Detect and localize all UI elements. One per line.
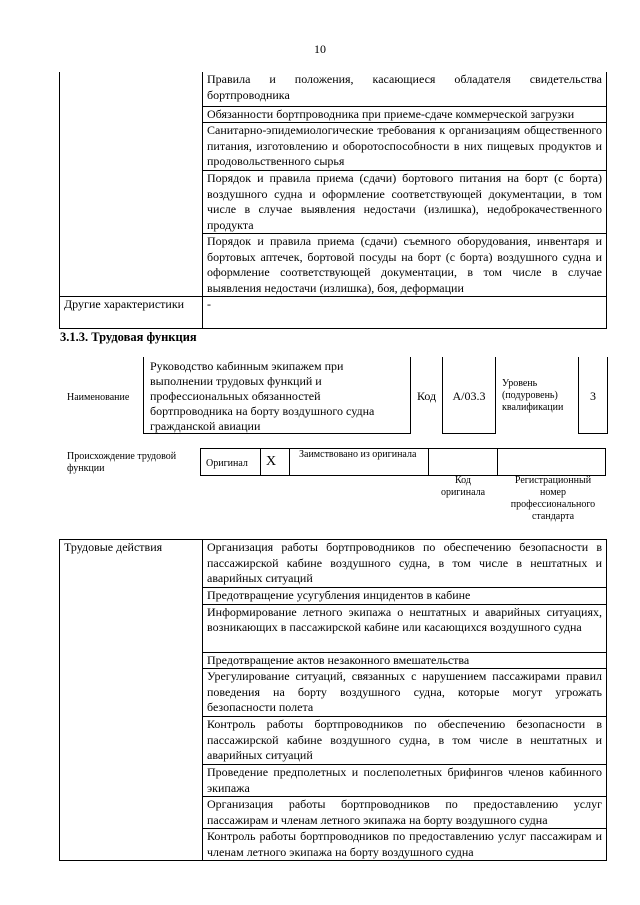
knowledge-table xyxy=(59,72,607,329)
table-row: Санитарно-эпидемиологические требования к организациям общественного питания, изготовлению и оборотоспособности в них пищевых продуктов и продовольственного сырья xyxy=(203,123,607,171)
divider xyxy=(260,448,261,476)
table-row: Проведение предполетных и послеполетных брифингов членов кабинного экипажа xyxy=(203,765,607,797)
table-row: Организация работы бортпроводников по предоставлению услуг пассажирам и членам летного экипажа на борту воздушного судна xyxy=(203,797,607,829)
table-row: Порядок и правила приема (сдачи) бортового питания на борт (с борта) воздушного судна и оформление соответствующей документации, в том числе в случае выявления недостачи (излишка), недоброкачественного продукта xyxy=(203,171,607,234)
registration-number-caption: Регистрационный номер профессионального стандарта xyxy=(510,475,596,522)
labor-actions-table xyxy=(59,539,607,861)
code-original-caption: Код оригинала xyxy=(440,475,486,498)
table-row: Контроль работы бортпроводников по предоставлению услуг пассажирам и членам летного экипажа на борту воздушного судна xyxy=(203,829,607,861)
table-row: Организация работы бортпроводников по обеспечению безопасности в пассажирской кабине воздушного судна, в том числе в нештатных и аварийных ситуаций xyxy=(203,540,607,588)
divider xyxy=(428,448,429,476)
level-label: Уровень (подуровень) квалификации xyxy=(502,378,564,413)
table-row: Контроль работы бортпроводников по обеспечению безопасности в пассажирской кабине воздушного судна, в том числе в нештатных и аварийных ситуаций xyxy=(203,717,607,765)
page-number: 10 xyxy=(314,42,326,56)
other-characteristics-label: Другие характеристики xyxy=(60,297,203,329)
code-value: A/03.3 xyxy=(442,357,496,434)
table-row: Информирование летного экипажа о нештатных и аварийных ситуациях, возникающих в пассажирской кабине или касающихся воздушного судна xyxy=(203,604,607,652)
table-row: Урегулирование ситуаций, связанных с нарушением пассажирами правил поведения на борту воздушного судна, которые могут угрожать безопасности полета xyxy=(203,669,607,717)
labor-actions-label: Трудовые действия xyxy=(60,540,203,861)
code-label: Код xyxy=(417,389,437,403)
origin-label: Происхождение трудовой функции xyxy=(67,451,177,474)
other-characteristics-value: - xyxy=(203,297,607,329)
function-name: Руководство кабинным экипажем при выполнении трудовых функций и профессиональных обязанностей бортпроводника на борту воздушного судна гражданской авиации xyxy=(143,357,411,434)
divider xyxy=(289,448,290,476)
table-row: Правила и положения, касающиеся обладателя свидетельства бортпроводника xyxy=(203,72,607,106)
table-row: Порядок и правила приема (сдачи) съемного оборудования, инвентаря и бортовых аптечек, бортовой посуды на борт (с борта) воздушного судна и оформление соответствующей документации, в том числе в случае выявления недостачи (излишка), боя, деформации xyxy=(203,234,607,297)
table-row: Предотвращение усугубления инцидентов в кабине xyxy=(203,588,607,605)
original-label: Оригинал xyxy=(206,458,248,469)
table-row: Обязанности бортпроводника при приеме-сдаче коммерческой загрузки xyxy=(203,106,607,123)
table-left-cell-empty xyxy=(60,72,203,297)
level-value: 3 xyxy=(578,357,608,434)
section-title: 3.1.3. Трудовая функция xyxy=(60,330,197,344)
borrowed-label: Заимствовано из оригинала xyxy=(299,449,417,460)
divider xyxy=(497,448,498,476)
name-label: Наименование xyxy=(67,392,130,403)
table-row: Предотвращение актов незаконного вмешательства xyxy=(203,652,607,669)
original-mark: X xyxy=(266,454,277,469)
